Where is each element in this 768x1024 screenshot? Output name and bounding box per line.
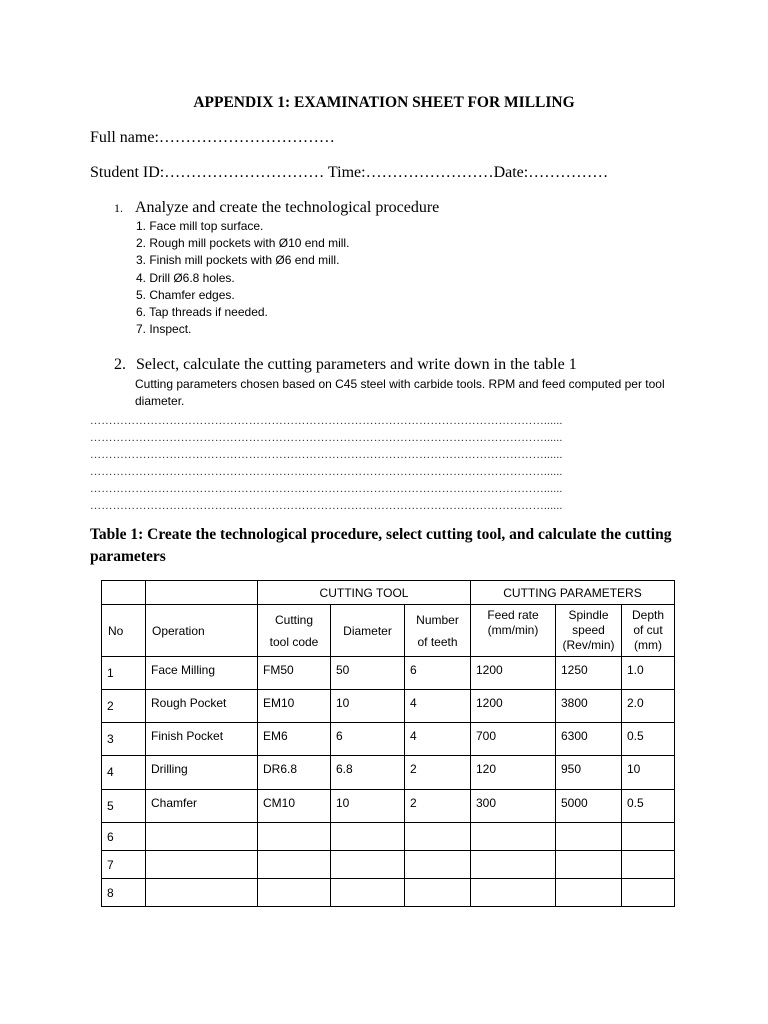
cell-no: 3 xyxy=(102,723,146,756)
page-title: APPENDIX 1: EXAMINATION SHEET FOR MILLING xyxy=(193,94,575,111)
cell-diameter[interactable]: 6.8 xyxy=(331,756,405,790)
cell-depth-of-cut[interactable] xyxy=(622,851,675,879)
cell-tool-code[interactable]: FM50 xyxy=(258,657,331,690)
cell-no: 4 xyxy=(102,756,146,790)
header-line: of teeth xyxy=(417,634,458,649)
cell-tool-code[interactable] xyxy=(258,879,331,907)
header-line: Cutting xyxy=(274,612,314,627)
header-line: Depth xyxy=(631,608,665,622)
cell-depth-of-cut[interactable]: 10 xyxy=(622,756,675,790)
cell-diameter[interactable]: 10 xyxy=(331,790,405,823)
cell-feed-rate[interactable] xyxy=(471,823,556,851)
header-line: Spindle xyxy=(568,608,609,622)
procedure-step: 7. Inspect. xyxy=(136,322,192,337)
cell-teeth[interactable] xyxy=(405,823,471,851)
cell-spindle-speed[interactable]: 3800 xyxy=(556,690,622,723)
procedure-steps-list xyxy=(136,218,349,338)
header-operation: Operation xyxy=(146,605,258,657)
table-row xyxy=(102,756,675,790)
cell-diameter[interactable]: 6 xyxy=(331,723,405,756)
cell-operation[interactable]: Chamfer xyxy=(146,790,258,823)
cell-feed-rate[interactable] xyxy=(471,879,556,907)
cell-no: 7 xyxy=(102,851,146,879)
dotted-line: …………………………………………………………………………………………………………...... xyxy=(90,466,563,478)
cell-tool-code[interactable]: EM6 xyxy=(258,723,331,756)
cell-tool-code[interactable]: EM10 xyxy=(258,690,331,723)
table-row xyxy=(102,690,675,723)
cutting-tool-group-header: CUTTING TOOL xyxy=(258,581,471,605)
cell-teeth[interactable] xyxy=(405,851,471,879)
full-name-field[interactable]: Full name:…………………………… xyxy=(90,129,335,146)
cell-no: 1 xyxy=(102,657,146,690)
header-line: Number xyxy=(416,612,459,627)
dotted-line: …………………………………………………………………………………………………………...... xyxy=(90,449,563,461)
question-2 xyxy=(114,356,577,374)
table-row xyxy=(102,790,675,823)
question-1-text: Analyze and create the technological procedure xyxy=(135,199,440,216)
cell-operation[interactable]: Rough Pocket xyxy=(146,690,258,723)
dotted-line: …………………………………………………………………………………………………………...... xyxy=(90,500,563,512)
cell-teeth[interactable]: 4 xyxy=(405,723,471,756)
cell-teeth[interactable] xyxy=(405,879,471,907)
table-cell xyxy=(102,581,146,605)
header-teeth xyxy=(405,605,471,657)
header-feed-rate xyxy=(471,605,556,657)
cell-feed-rate[interactable] xyxy=(471,851,556,879)
cell-tool-code[interactable]: CM10 xyxy=(258,790,331,823)
cell-depth-of-cut[interactable]: 1.0 xyxy=(622,657,675,690)
cell-diameter[interactable] xyxy=(331,823,405,851)
cell-no: 6 xyxy=(102,823,146,851)
cutting-parameters-table xyxy=(101,580,675,907)
cell-spindle-speed[interactable]: 6300 xyxy=(556,723,622,756)
cell-diameter[interactable]: 10 xyxy=(331,690,405,723)
header-spindle-speed xyxy=(556,605,622,657)
cell-operation[interactable] xyxy=(146,823,258,851)
procedure-step: 4. Drill Ø6.8 holes. xyxy=(136,270,235,285)
cell-operation[interactable] xyxy=(146,851,258,879)
cell-no: 8 xyxy=(102,879,146,907)
cell-operation[interactable]: Drilling xyxy=(146,756,258,790)
cell-tool-code[interactable] xyxy=(258,851,331,879)
table-row xyxy=(102,851,675,879)
cell-spindle-speed[interactable] xyxy=(556,851,622,879)
dotted-line: …………………………………………………………………………………………………………...... xyxy=(90,415,563,427)
procedure-step: 6. Tap threads if needed. xyxy=(136,305,268,320)
answer-dotted-lines[interactable] xyxy=(90,413,563,515)
table-cell xyxy=(146,581,258,605)
cell-spindle-speed[interactable] xyxy=(556,879,622,907)
header-line: of cut xyxy=(633,623,663,637)
table-row xyxy=(102,879,675,907)
cell-spindle-speed[interactable] xyxy=(556,823,622,851)
cell-operation[interactable] xyxy=(146,879,258,907)
header-no: No xyxy=(102,605,146,657)
question-1 xyxy=(114,199,439,217)
cell-feed-rate[interactable]: 700 xyxy=(471,723,556,756)
cell-spindle-speed[interactable]: 950 xyxy=(556,756,622,790)
table-header-row xyxy=(102,605,675,657)
cell-depth-of-cut[interactable] xyxy=(622,879,675,907)
cell-no: 2 xyxy=(102,690,146,723)
question-1-number: 1. xyxy=(114,201,123,215)
cell-diameter[interactable]: 50 xyxy=(331,657,405,690)
cell-teeth[interactable]: 4 xyxy=(405,690,471,723)
dotted-line: …………………………………………………………………………………………………………...... xyxy=(90,432,563,444)
question-2-number: 2. xyxy=(114,356,126,373)
cell-feed-rate[interactable]: 300 xyxy=(471,790,556,823)
cell-teeth[interactable]: 2 xyxy=(405,790,471,823)
question-2-text: Select, calculate the cutting parameters and write down in the table 1 xyxy=(136,356,577,373)
cell-depth-of-cut[interactable]: 0.5 xyxy=(622,723,675,756)
header-tool-code xyxy=(258,605,331,657)
table-row xyxy=(102,723,675,756)
cell-depth-of-cut[interactable] xyxy=(622,823,675,851)
header-line: tool code xyxy=(269,634,319,649)
cell-spindle-speed[interactable]: 1250 xyxy=(556,657,622,690)
cell-feed-rate[interactable]: 1200 xyxy=(471,657,556,690)
header-line: (mm) xyxy=(634,638,662,652)
procedure-step: 1. Face mill top surface. xyxy=(136,219,264,233)
cell-depth-of-cut[interactable]: 2.0 xyxy=(622,690,675,723)
cell-operation[interactable]: Finish Pocket xyxy=(146,723,258,756)
cell-feed-rate[interactable]: 1200 xyxy=(471,690,556,723)
cell-diameter[interactable] xyxy=(331,851,405,879)
header-line: Feed rate xyxy=(487,608,539,622)
cell-diameter[interactable] xyxy=(331,879,405,907)
cutting-parameters-group-header: CUTTING PARAMETERS xyxy=(471,581,675,605)
header-line: (mm/min) xyxy=(487,623,539,637)
header-depth-of-cut xyxy=(622,605,675,657)
cell-tool-code[interactable]: DR6.8 xyxy=(258,756,331,790)
cell-teeth[interactable]: 6 xyxy=(405,657,471,690)
header-line: speed xyxy=(572,623,605,637)
header-diameter: Diameter xyxy=(331,605,405,657)
table-row xyxy=(102,657,675,690)
cell-no: 5 xyxy=(102,790,146,823)
dotted-line: …………………………………………………………………………………………………………...... xyxy=(90,483,563,495)
cell-feed-rate[interactable]: 120 xyxy=(471,756,556,790)
procedure-step: 2. Rough mill pockets with Ø10 end mill. xyxy=(136,236,350,251)
table-caption: Table 1: Create the technological procedure, select cutting tool, and calculate the cutting parameters xyxy=(90,526,672,565)
table-group-header-row xyxy=(102,581,675,605)
student-id-time-date-field[interactable]: Student ID:………………………… Time:……………………Date:…………… xyxy=(90,164,609,181)
cell-teeth[interactable]: 2 xyxy=(405,756,471,790)
header-line: (Rev/min) xyxy=(562,638,615,652)
question-2-answer-note: Cutting parameters chosen based on C45 steel with carbide tools. RPM and feed computed per tool diameter. xyxy=(135,377,665,408)
cell-operation[interactable]: Face Milling xyxy=(146,657,258,690)
procedure-step: 3. Finish mill pockets with Ø6 end mill. xyxy=(136,253,340,268)
cell-spindle-speed[interactable]: 5000 xyxy=(556,790,622,823)
table-row xyxy=(102,823,675,851)
procedure-step: 5. Chamfer edges. xyxy=(136,287,235,302)
cell-depth-of-cut[interactable]: 0.5 xyxy=(622,790,675,823)
cell-tool-code[interactable] xyxy=(258,823,331,851)
